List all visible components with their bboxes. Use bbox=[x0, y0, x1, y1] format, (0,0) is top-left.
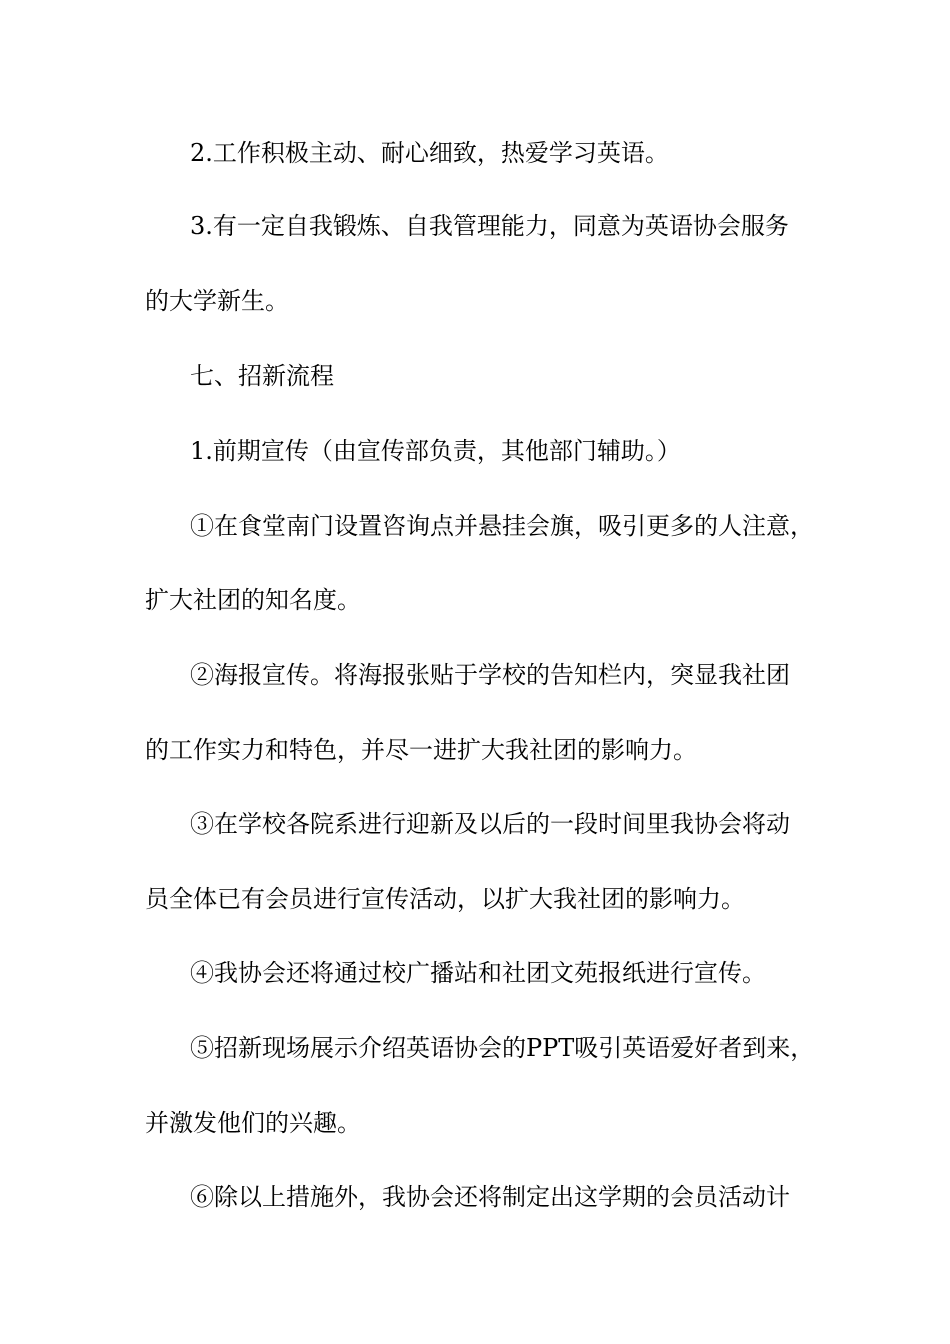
line-text: 2.工作积极主动、耐心细致，热爱学习英语。 bbox=[190, 139, 669, 167]
line-text: ⑥除以上措施外，我协会还将制定出这学期的会员活动计 bbox=[190, 1183, 790, 1211]
paragraph-line bbox=[0, 281, 950, 321]
paragraph-line bbox=[0, 580, 950, 620]
line-text: ④我协会还将通过校广播站和社团文苑报纸进行宣传。 bbox=[190, 959, 766, 987]
line-text: ①在食堂南门设置咨询点并悬挂会旗，吸引更多的人注意， bbox=[190, 512, 814, 540]
paragraph-line bbox=[0, 431, 950, 471]
line-text: ②海报宣传。将海报张贴于学校的告知栏内，突显我社团 bbox=[190, 661, 790, 689]
paragraph-line bbox=[0, 206, 950, 246]
paragraph-line bbox=[0, 655, 950, 695]
line-text: ⑤招新现场展示介绍英语协会的PPT吸引英语爱好者到来， bbox=[190, 1034, 815, 1062]
line-text: 的工作实力和特色，并尽一进扩大我社团的影响力。 bbox=[145, 736, 697, 764]
line-text: 员全体已有会员进行宣传活动，以扩大我社团的影响力。 bbox=[145, 885, 745, 913]
line-text: ③在学校各院系进行迎新及以后的一段时间里我协会将动 bbox=[190, 810, 790, 838]
paragraph-line bbox=[0, 804, 950, 844]
line-text: 并激发他们的兴趣。 bbox=[145, 1109, 361, 1137]
paragraph-line bbox=[0, 1028, 950, 1068]
paragraph-line bbox=[0, 1103, 950, 1143]
paragraph-line bbox=[0, 133, 950, 173]
paragraph-line bbox=[0, 1177, 950, 1217]
paragraph-line bbox=[0, 953, 950, 993]
line-text: 3.有一定自我锻炼、自我管理能力，同意为英语协会服务 bbox=[190, 212, 789, 240]
line-text: 的大学新生。 bbox=[145, 287, 289, 315]
section-heading bbox=[0, 356, 950, 396]
line-text: 扩大社团的知名度。 bbox=[145, 586, 361, 614]
paragraph-line bbox=[0, 879, 950, 919]
paragraph-line bbox=[0, 730, 950, 770]
paragraph-line bbox=[0, 506, 950, 546]
line-text: 七、招新流程 bbox=[190, 362, 334, 390]
line-text: 1.前期宣传（由宣传部负责，其他部门辅助。） bbox=[190, 437, 681, 465]
